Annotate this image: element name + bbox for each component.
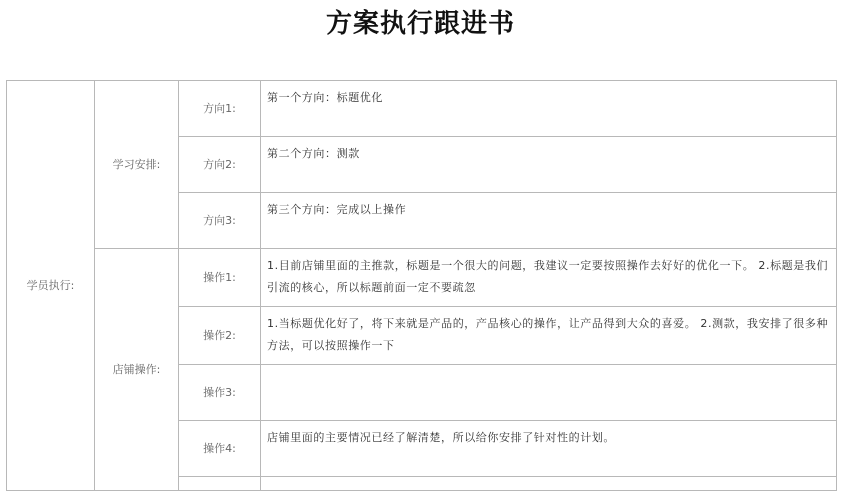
table-row bbox=[7, 81, 837, 137]
row-label: 方向2: bbox=[179, 137, 261, 193]
table-row bbox=[7, 249, 837, 307]
row-content: 第一个方向：标题优化 bbox=[261, 81, 837, 137]
row-content: 第三个方向：完成以上操作 bbox=[261, 193, 837, 249]
row-label: 方向1: bbox=[179, 81, 261, 137]
row-content: 1.目前店铺里面的主推款，标题是一个很大的问题，我建议一定要按照操作去好好的优化一下。 2.标题是我们引流的核心，所以标题前面一定不要疏忽 bbox=[261, 249, 837, 307]
row-content bbox=[261, 477, 837, 491]
row-label: 操作2: bbox=[179, 307, 261, 365]
row-content bbox=[261, 365, 837, 421]
row-content: 店铺里面的主要情况已经了解清楚，所以给你安排了针对性的计划。 bbox=[261, 421, 837, 477]
plan-table bbox=[6, 80, 837, 491]
section-shop-label: 店铺操作: bbox=[95, 249, 179, 491]
category-cell: 学员执行: bbox=[7, 81, 95, 491]
row-label bbox=[179, 477, 261, 491]
page-title: 方案执行跟进书 bbox=[325, 9, 515, 39]
row-label: 操作1: bbox=[179, 249, 261, 307]
row-label: 操作3: bbox=[179, 365, 261, 421]
row-content: 1.当标题优化好了，将下来就是产品的，产品核心的操作，让产品得到大众的喜爱。 2.测款，我安排了很多种方法，可以按照操作一下 bbox=[261, 307, 837, 365]
row-label: 操作4: bbox=[179, 421, 261, 477]
section-study-label: 学习安排: bbox=[95, 81, 179, 249]
row-label: 方向3: bbox=[179, 193, 261, 249]
row-content: 第二个方向：测款 bbox=[261, 137, 837, 193]
